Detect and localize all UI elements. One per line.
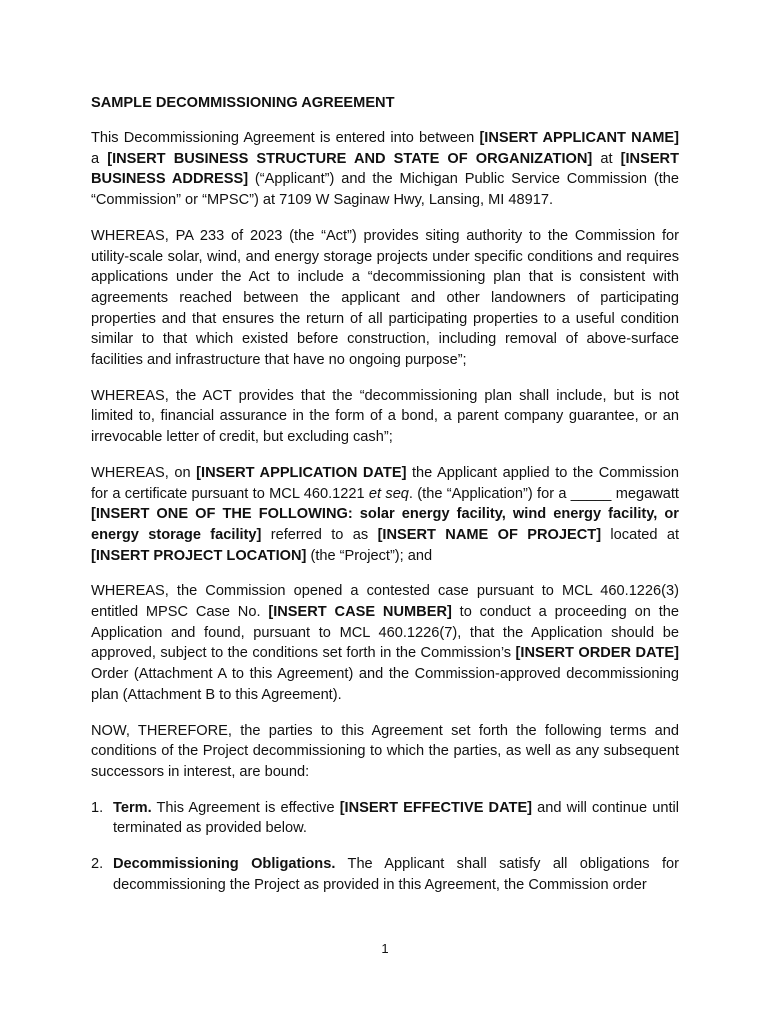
text-run: WHEREAS, on — [91, 464, 197, 481]
list-item-heading: Decommissioning Obligations. — [113, 856, 336, 873]
placeholder-case-number: [INSERT CASE NUMBER] — [268, 604, 452, 621]
text-run: This Decommissioning Agreement is entered into between — [91, 130, 480, 146]
list-item-decommissioning-obligations — [91, 854, 679, 895]
text-run: NOW, THEREFORE, the parties to this Agreement set forth the following terms and conditions of the Project decommissioning to which the parties, as well as any subsequent successors in interest, are bound: — [91, 722, 679, 780]
text-run: to conduct a proceeding on the Application and found, pursuant to MCL 460.1226(7), that the Application should be approved, subject to the conditions set forth in the Commission’s — [91, 604, 679, 662]
list-number: 2. — [91, 856, 104, 873]
text-run: WHEREAS, the Commission opened a contested case pursuant to MCL 460.1226(3) entitled MPSC Case No. — [91, 583, 679, 621]
text-run: at — [592, 150, 621, 167]
text-run: Order (Attachment A to this Agreement) and the Commission-approved decommissioning plan (Attachment B to this Agreement). — [91, 666, 679, 703]
now-therefore-paragraph — [91, 721, 679, 783]
intro-paragraph — [91, 128, 679, 211]
list-number: 1. — [91, 799, 104, 816]
text-run: (“Applicant”) and the Michigan Public Service Commission (the “Commission” or “MPSC”) at 7109 W Saginaw Hwy, Lansing, MI 48917. — [91, 171, 679, 209]
whereas-act-paragraph — [91, 226, 679, 371]
placeholder-business-address: [INSERT BUSINESS ADDRESS] — [91, 150, 680, 188]
text-run: . (the “Application”) for a _____ megawatt — [408, 485, 679, 502]
numbered-list — [91, 798, 679, 896]
whereas-application-paragraph — [91, 463, 679, 567]
text-run: (the “Project”); and — [306, 547, 433, 564]
text-run: and will continue until terminated as provided below. — [113, 799, 680, 837]
placeholder-effective-date: [INSERT EFFECTIVE DATE] — [339, 799, 533, 816]
placeholder-business-structure: [INSERT BUSINESS STRUCTURE AND STATE OF ORGANIZATION] — [107, 150, 593, 167]
whereas-contested-case-paragraph — [91, 581, 679, 705]
text-run: WHEREAS, PA 233 of 2023 (the “Act”) provides siting authority to the Commission for utility-scale solar, wind, and energy storage projects under specific conditions and requires applications under the Act to include a “decommissioning plan that is consistent with agreements reached between the applicant and other landowners of participating properties and that ensures the return of all participating properties to a useful condition similar to that which existed before construction, including removal of above-surface facilities and infrastructure that have no ongoing purpose”; — [91, 227, 679, 369]
text-run: a — [91, 150, 108, 167]
text-run: This Agreement is effective — [151, 799, 340, 816]
placeholder-application-date: [INSERT APPLICATION DATE] — [196, 464, 407, 481]
italic-et-seq: et seq — [368, 485, 409, 502]
text-run: WHEREAS, the ACT provides that the “decommissioning plan shall include, but is not limited to, financial assurance in the form of a bond, a parent company guarantee, or an irrevocable letter of credit, but excluding cash”; — [91, 387, 679, 446]
whereas-financial-assurance-paragraph — [91, 386, 679, 448]
placeholder-applicant-name: [INSERT APPLICANT NAME] — [479, 130, 679, 146]
page-number: 1 — [381, 941, 389, 956]
placeholder-order-date: [INSERT ORDER DATE] — [515, 645, 679, 662]
document-body — [91, 93, 679, 911]
page-title: SAMPLE DECOMMISSIONING AGREEMENT — [91, 95, 395, 111]
list-item-term — [91, 798, 679, 839]
placeholder-facility-type: [INSERT ONE OF THE FOLLOWING: solar energy facility, wind energy facility, or energy storage facility] — [91, 506, 679, 543]
list-item-heading: Term. — [113, 799, 152, 816]
placeholder-project-location: [INSERT PROJECT LOCATION] — [91, 547, 307, 564]
text-run: referred to as — [261, 526, 378, 543]
text-run: the Applicant applied to the Commission for a certificate pursuant to MCL 460.1221 — [91, 464, 680, 502]
text-run: The Applicant shall satisfy all obligations for decommissioning the Project as provided in this Agreement, the Commission order — [113, 856, 679, 893]
placeholder-project-name: [INSERT NAME OF PROJECT] — [377, 526, 602, 543]
text-run: located at — [601, 526, 680, 543]
